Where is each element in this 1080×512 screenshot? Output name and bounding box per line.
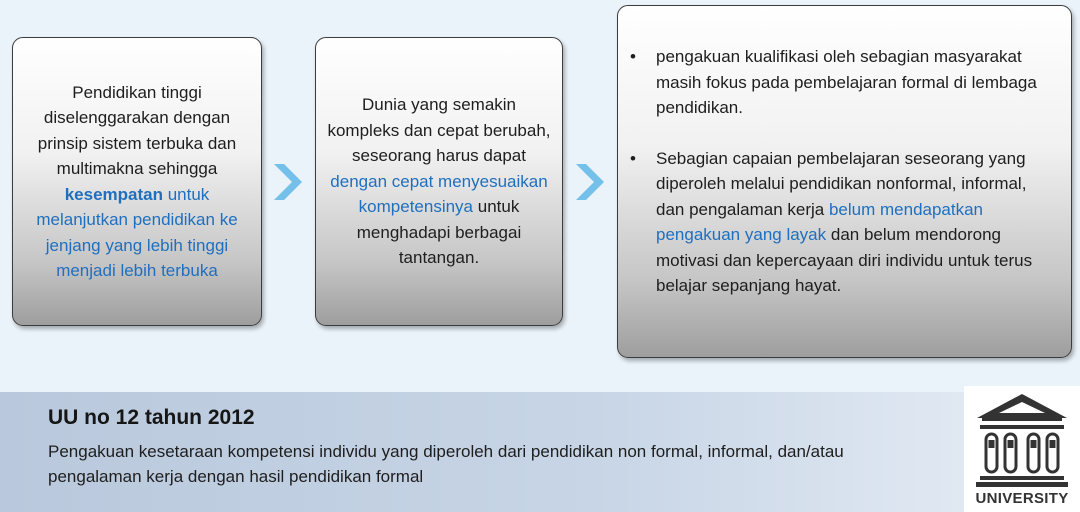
list-item [630, 44, 1051, 121]
bullet-text: Sebagian capaian pembelajaran seseorang yang diperoleh melalui pendidikan nonformal, informal, dan pengalaman kerja [656, 148, 1027, 219]
changing-world-text-part1: Dunia yang semakin kompleks dan cepat berubah, seseorang harus dapat [327, 95, 551, 166]
education-principle-box [12, 37, 262, 326]
bullet-icon: • [630, 47, 636, 66]
opportunity-highlight: kesempatan [64, 184, 163, 204]
university-logo [964, 386, 1080, 512]
chevron-right-icon [270, 161, 304, 203]
changing-world-text-part2: untuk menghadapi berbagai tantangan. [356, 197, 522, 268]
education-principle-text [23, 80, 251, 284]
bullet-text-continued: dan belum mendorong motivasi dan kepercayaan diri individu untuk terus belajar sepanjang hayat. [656, 225, 1033, 295]
recognition-issues-box [617, 5, 1072, 358]
recognition-issues-list [630, 44, 1051, 299]
chevron-right-icon [572, 161, 606, 203]
bullet-icon: • [630, 148, 636, 168]
law-title: UU no 12 tahun 2012 [48, 406, 255, 429]
changing-world-text [326, 92, 552, 271]
law-description: Pengakuan kesetaraan kompetensi individu yang diperoleh dari pendidikan non formal, informal, dan/atau pengalaman kerja dengan hasil pendidikan formal [48, 442, 844, 486]
university-building-icon [972, 392, 1072, 488]
education-principle-text-part1: Pendidikan tinggi diselenggarakan dengan prinsip sistem terbuka dan multimakna sehingga [37, 82, 237, 178]
continue-education-highlight: untuk melanjutkan pendidikan ke jenjang yang lebih tinggi menjadi lebih terbuka [36, 184, 238, 280]
bullet-text: pengakuan kualifikasi oleh sebagian masyarakat masih fokus pada pembelajaran formal di lembaga pendidikan. [656, 47, 1037, 117]
list-item [630, 146, 1051, 299]
adapt-competency-highlight: dengan cepat menyesuaikan kompetensinya [330, 171, 548, 217]
changing-world-box [315, 37, 563, 326]
university-label: UNIVERSITY [975, 490, 1069, 507]
not-recognized-highlight: belum mendapatkan pengakuan yang layak [656, 199, 984, 244]
